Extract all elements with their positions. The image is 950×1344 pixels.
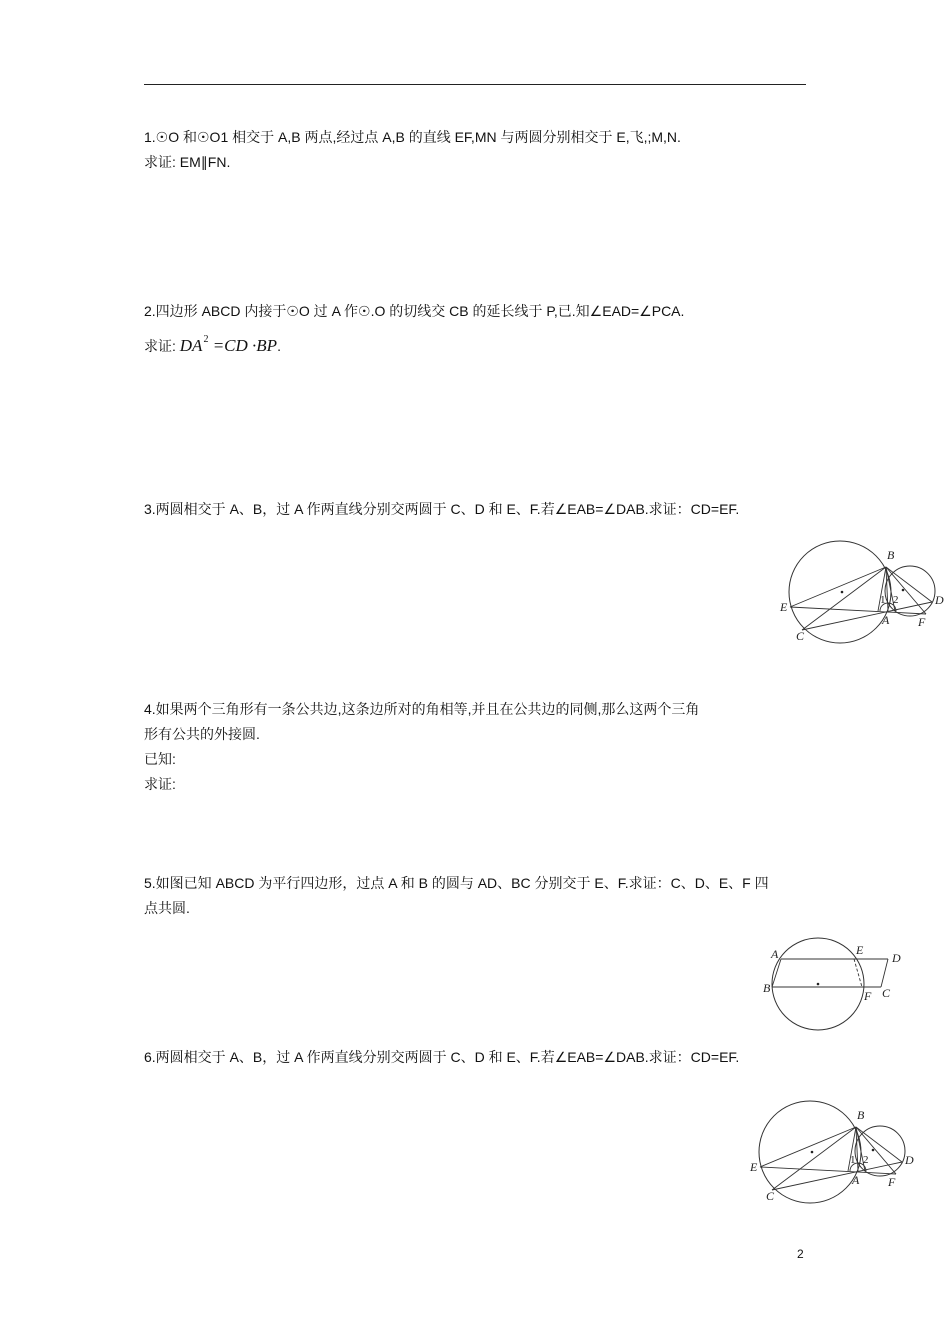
- label-angle-1: 1: [850, 1154, 856, 1166]
- problem-4-text-cont: 形有公共的外接圆.: [144, 726, 260, 742]
- prove-prefix: 求证:: [144, 338, 176, 354]
- label-A: A: [882, 613, 890, 627]
- header-rule: [144, 84, 806, 85]
- label-D: D: [905, 1153, 914, 1167]
- label-C: C: [882, 986, 891, 1000]
- page-number: 2: [797, 1247, 804, 1261]
- two-circles-figure-1: [770, 536, 950, 648]
- label-F: F: [888, 1175, 896, 1189]
- label-angle-1: 1: [880, 594, 886, 606]
- problem-4-prove: 求证:: [144, 776, 176, 792]
- label-F: F: [918, 615, 926, 629]
- label-E: E: [750, 1160, 758, 1174]
- label-D: D: [892, 951, 901, 965]
- label-F: F: [864, 989, 872, 1003]
- label-B: B: [887, 548, 895, 562]
- problem-1-text: 1.☉O 和☉O1 相交于 A,B 两点,经过点 A,B 的直线 EF,MN 与两圆分别相交于 E,飞,;M,N.: [144, 129, 681, 145]
- label-C: C: [766, 1189, 775, 1203]
- problem-2-text: 2.四边形 ABCD 内接于☉O 过 A 作☉.O 的切线交 CB 的延长线于 P,已.知∠EAD=∠PCA.: [144, 303, 685, 319]
- problem-4-given: 已知:: [144, 751, 176, 767]
- label-A: A: [771, 947, 779, 961]
- problem-2-prove: 求证: $DA^2 =CD \cdot BP$.: [144, 334, 281, 355]
- label-angle-2: 2: [893, 594, 899, 606]
- label-D: D: [935, 593, 944, 607]
- problem-5-text: 5.如图已知 ABCD 为平行四边形，过点 A 和 B 的圆与 AD、BC 分别交于 E、F.求证：C、D、E、F 四: [144, 875, 769, 891]
- parallelogram-circle-figure: [760, 936, 910, 1032]
- two-circles-figure-2: [740, 1096, 920, 1208]
- label-C: C: [796, 629, 805, 643]
- problem-6-text: 6.两圆相交于 A、B，过 A 作两直线分别交两圆于 C、D 和 E、F.若∠EAB=∠DAB.求证：CD=EF.: [144, 1049, 740, 1065]
- label-B: B: [763, 981, 771, 995]
- problem-3-text: 3.两圆相交于 A、B，过 A 作两直线分别交两圆于 C、D 和 E、F.若∠EAB=∠DAB.求证：CD=EF.: [144, 501, 740, 517]
- problem-1-prove: 求证: EM∥FN.: [144, 154, 231, 170]
- problem-5-text-cont: 点共圆.: [144, 900, 190, 916]
- problem-4-text: 4.如果两个三角形有一条公共边,这条边所对的角相等,并且在公共边的同侧,那么这两个三角: [144, 701, 700, 717]
- equation: $DA^2 =CD \cdot BP$: [179, 334, 278, 355]
- label-angle-2: 2: [863, 1154, 869, 1166]
- label-E: E: [780, 600, 788, 614]
- label-A: A: [852, 1173, 860, 1187]
- label-B: B: [857, 1108, 865, 1122]
- label-E: E: [856, 943, 864, 957]
